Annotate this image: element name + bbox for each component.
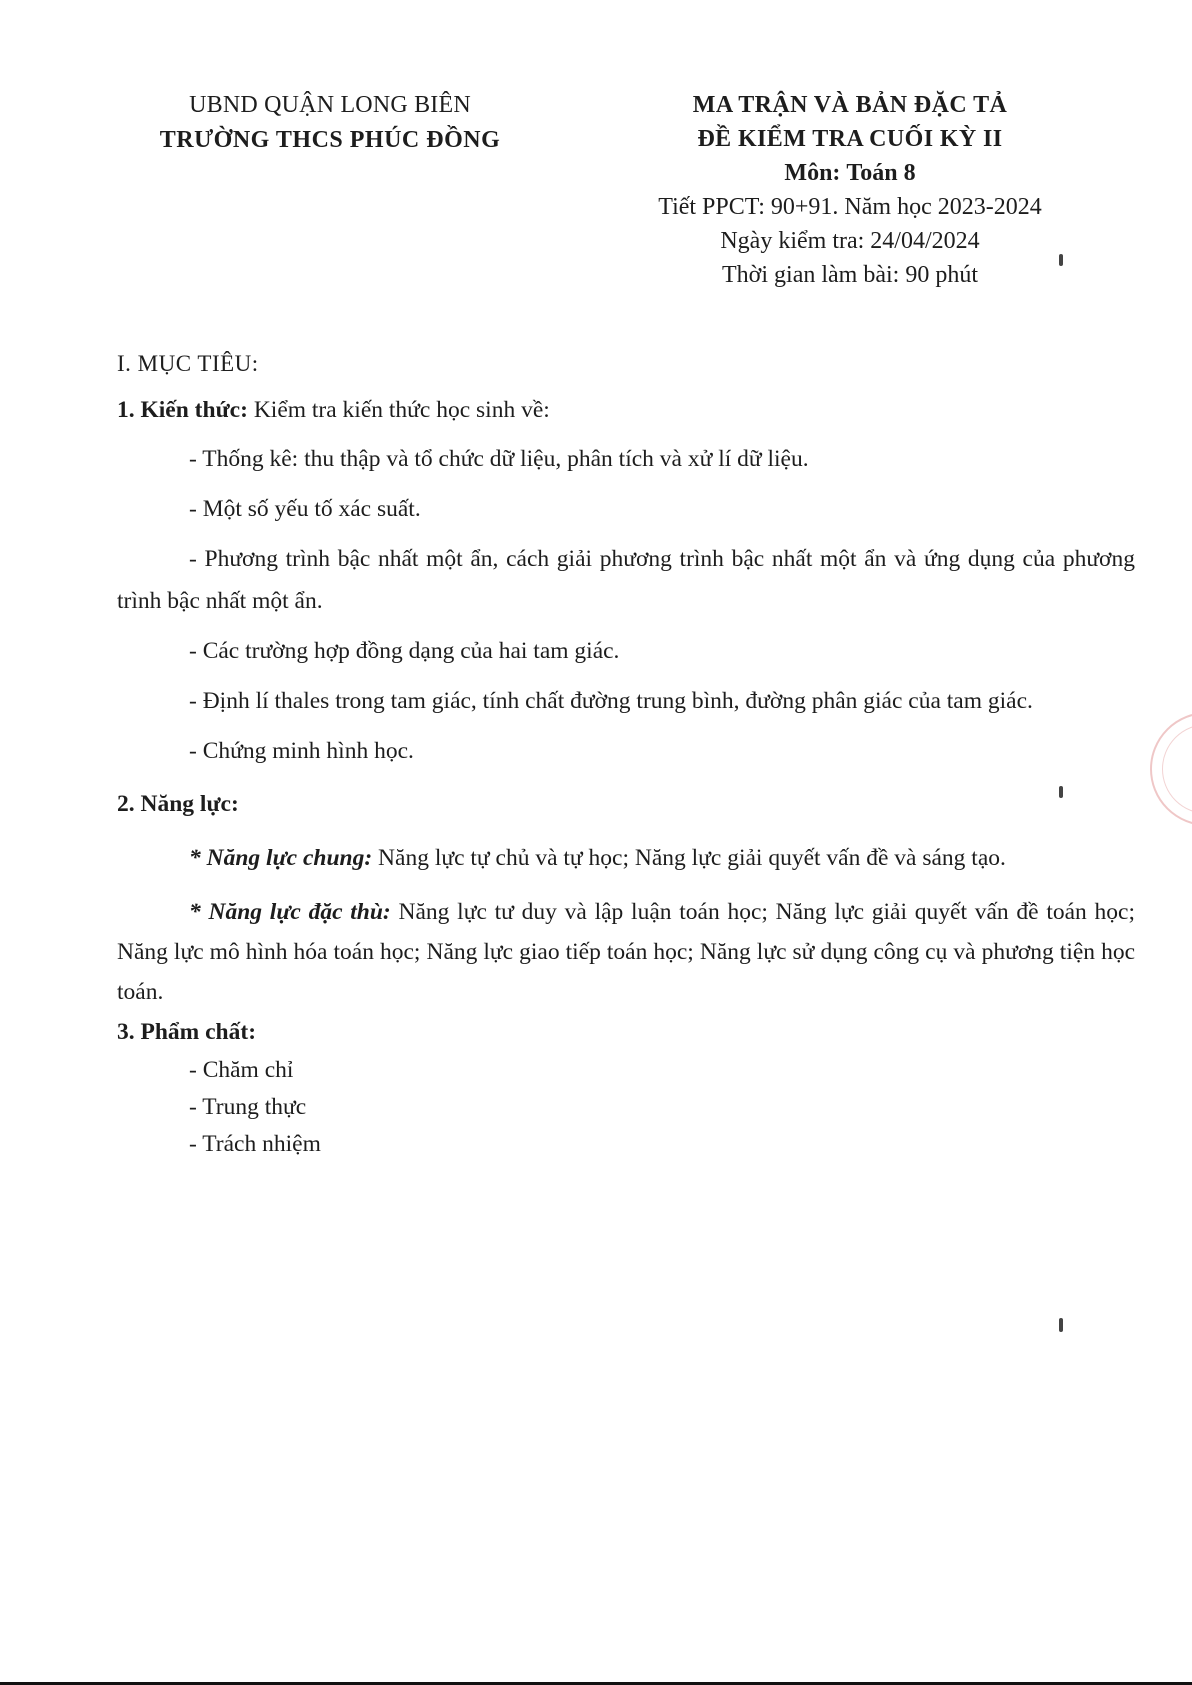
subject-value: Toán 8 [846, 160, 916, 186]
margin-mark [1059, 1318, 1063, 1332]
document-body [117, 344, 1135, 1163]
ppct-line: Tiết PPCT: 90+91. Năm học 2023-2024 [658, 194, 1042, 220]
quality-item: - Chăm chỉ [189, 1057, 294, 1083]
specific-text: Năng lực tư duy và lập luận toán học; Năng lực giải quyết vấn đề toán học; Năng lực mô hình hóa toán học; Năng lực giao tiếp toán học; Năng lực sử dụng công cụ và phương tiện học toán. [117, 899, 1136, 1005]
competence-label: 2. Năng lực: [117, 791, 239, 817]
knowledge-item: - Phương trình bậc nhất một ẩn, cách giải phương trình bậc nhất một ẩn và ứng dụng của phương trình bậc nhất một ẩn. [117, 546, 1135, 614]
red-stamp-seal [1150, 712, 1192, 826]
knowledge-item: - Định lí thales trong tam giác, tính chất đường trung bình, đường phân giác của tam giác. [189, 688, 1033, 714]
doc-title-line2: ĐỀ KIỂM TRA CUỐI KỲ II [697, 126, 1003, 152]
knowledge-intro-text: Kiểm tra kiến thức học sinh về: [253, 397, 550, 423]
school-name: TRƯỜNG THCS PHÚC ĐỒNG [159, 127, 501, 153]
margin-mark [1059, 786, 1063, 798]
knowledge-item: - Các trường hợp đồng dạng của hai tam giác. [189, 638, 620, 664]
knowledge-label: 1. Kiến thức: [117, 397, 248, 423]
quality-item: - Trung thực [189, 1094, 307, 1120]
authority-name: UBND QUẬN LONG BIÊN [189, 92, 471, 118]
subject-line [605, 156, 1095, 190]
competence-general [117, 838, 1135, 878]
knowledge-item: - Một số yếu tố xác suất. [189, 496, 421, 522]
quality-item: - Trách nhiệm [189, 1131, 321, 1157]
doc-title-line1: MA TRẬN VÀ BẢN ĐẶC TẢ [692, 92, 1008, 118]
specific-label: * Năng lực đặc thù: [189, 899, 391, 925]
margin-mark [1059, 254, 1063, 266]
section-heading: I. MỤC TIÊU: [117, 351, 259, 376]
competence-specific [117, 892, 1135, 1012]
general-label: * Năng lực chung: [189, 845, 373, 871]
knowledge-item: - Chứng minh hình học. [189, 738, 414, 764]
subject-label: Môn: [784, 160, 841, 186]
exam-duration: Thời gian làm bài: 90 phút [722, 262, 978, 288]
header-left [110, 88, 550, 158]
general-text: Năng lực tự chủ và tự học; Năng lực giải quyết vấn đề và sáng tạo. [378, 845, 1006, 871]
qualities-label: 3. Phẩm chất: [117, 1019, 257, 1045]
knowledge-intro [117, 390, 1135, 430]
header-right [605, 88, 1095, 292]
knowledge-item: - Thống kê: thu thập và tổ chức dữ liệu, phân tích và xử lí dữ liệu. [189, 446, 809, 472]
exam-date: Ngày kiểm tra: 24/04/2024 [720, 228, 980, 254]
